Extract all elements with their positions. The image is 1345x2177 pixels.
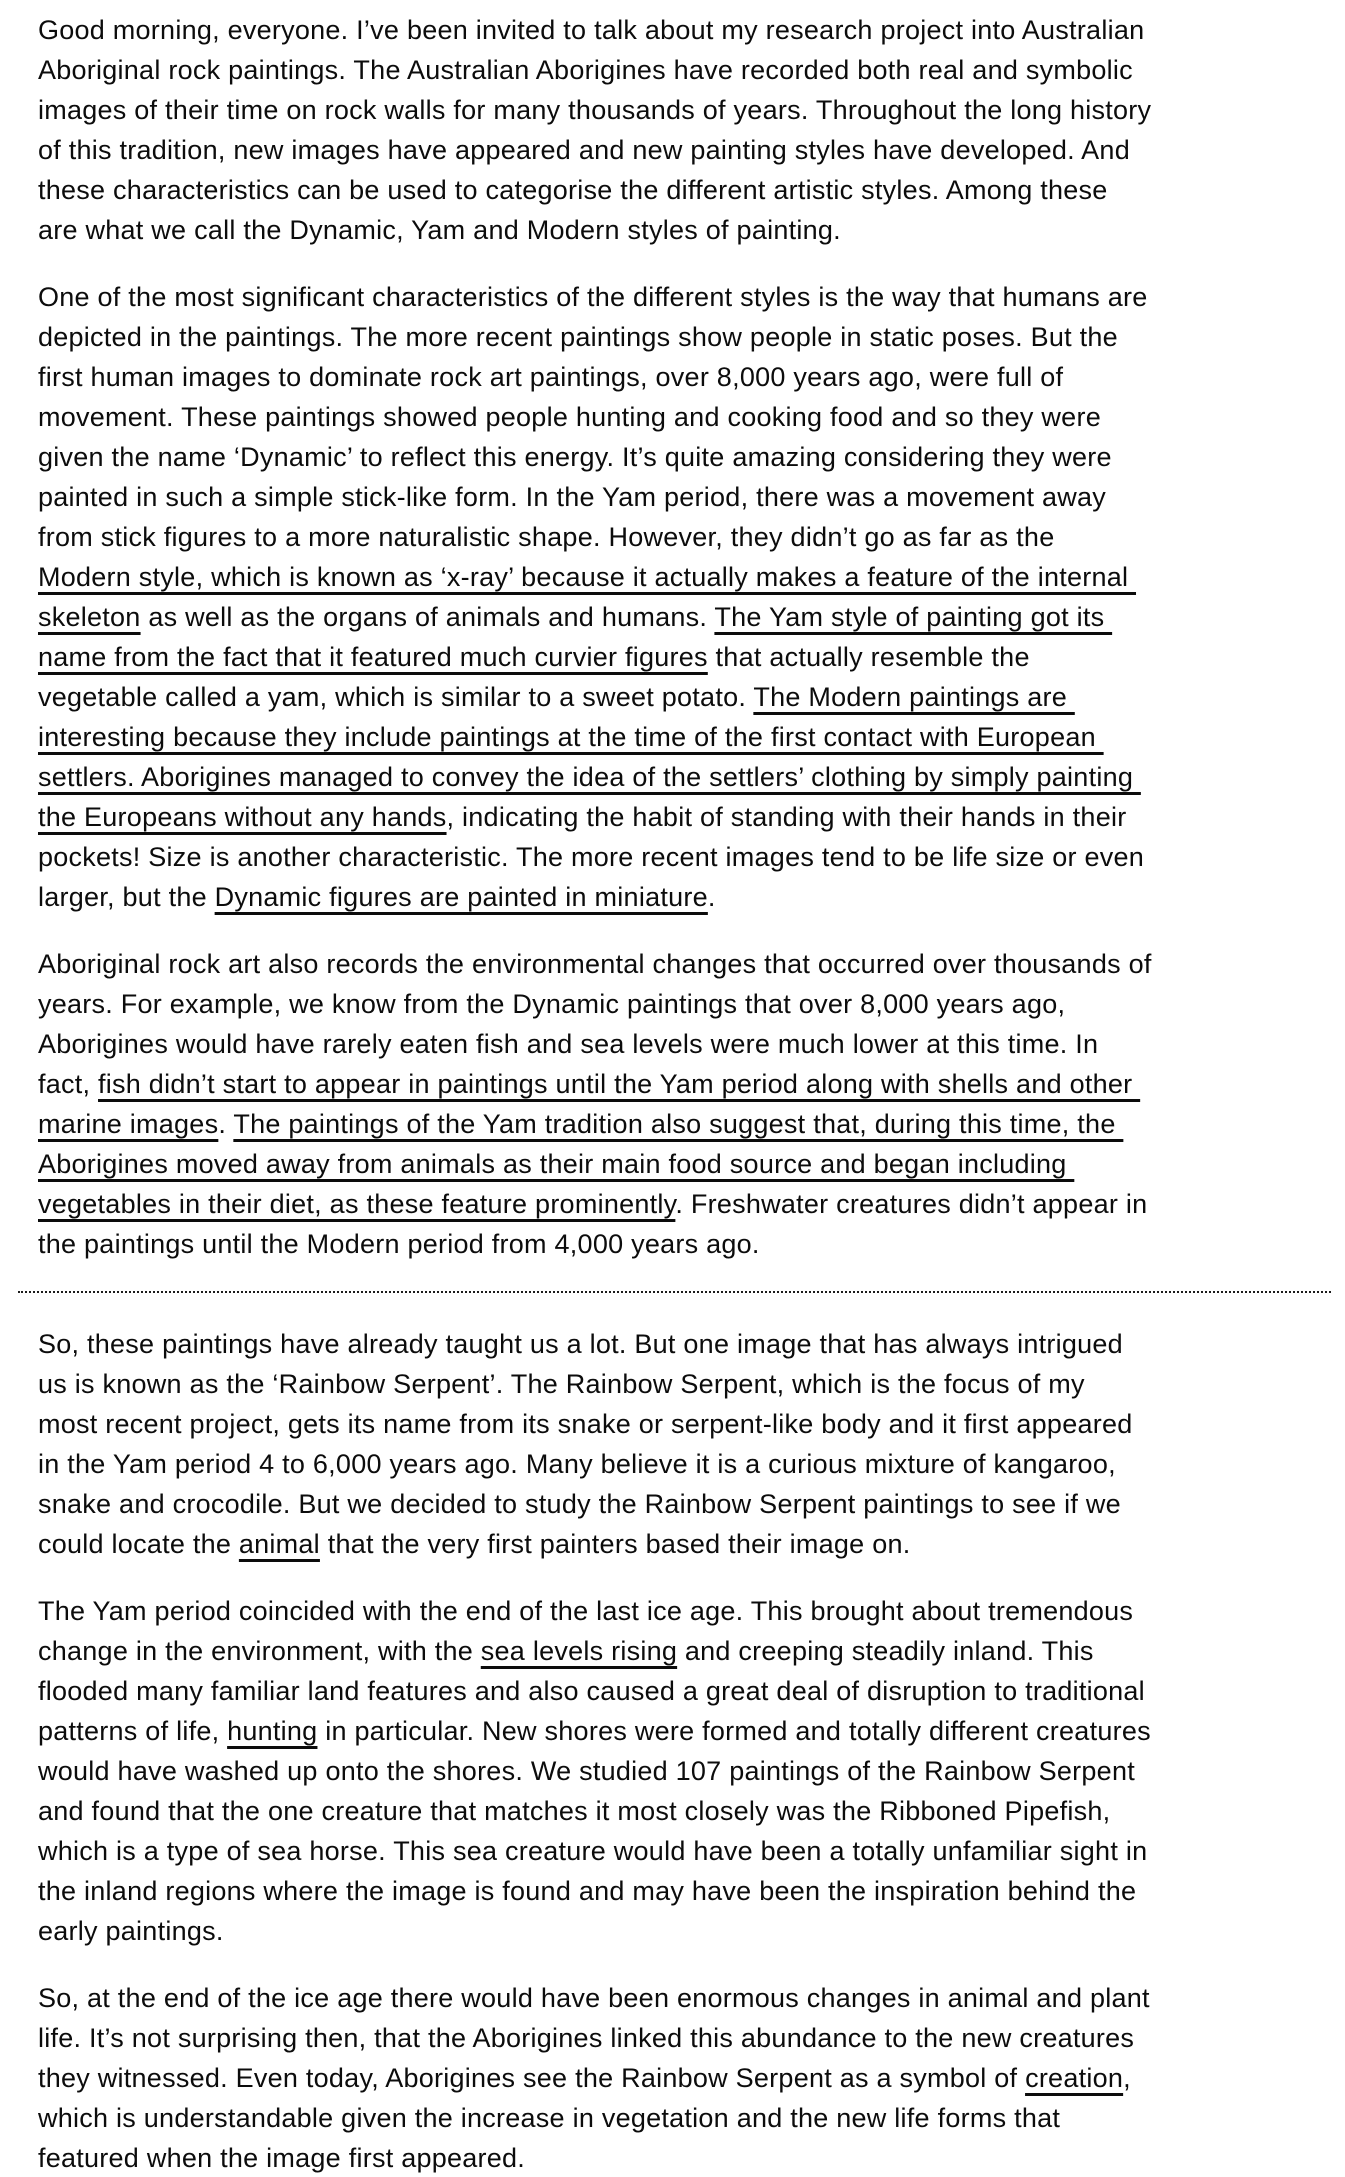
text-line [38, 1711, 1319, 1751]
text-segment: in the Yam period 4 to 6,000 years ago. Many believe it is a curious mixture of kangaroo, [38, 1449, 1116, 1479]
text-segment: from stick figures to a more naturalistic shape. However, they didn’t go as far as the [38, 522, 1055, 552]
text-line [38, 170, 1319, 210]
text-line [38, 2018, 1319, 2058]
text-segment: larger, but the [38, 882, 215, 912]
text-segment: Aborigines would have rarely eaten fish and sea levels were much lower at this time. In [38, 1029, 1099, 1059]
text-segment: early paintings. [38, 1916, 224, 1946]
text-segment: movement. These paintings showed people hunting and cooking food and so they were [38, 402, 1101, 432]
text-segment: One of the most significant characteristics of the different styles is the way that humans are [38, 282, 1148, 312]
paragraph [38, 277, 1319, 917]
text-segment: could locate the [38, 1529, 239, 1559]
underlined-text: name from the fact that it featured much curvier figures [38, 642, 708, 672]
underlined-text: animal [238, 1529, 320, 1559]
text-segment: vegetable called a yam, which is similar to a sweet potato. [38, 682, 754, 712]
text-line [38, 717, 1319, 757]
text-segment: first human images to dominate rock art paintings, over 8,000 years ago, were full of [38, 362, 1064, 392]
text-segment: , indicating the habit of standing with their hands in their [446, 802, 1127, 832]
text-segment: they witnessed. Even today, Aborigines see the Rainbow Serpent as a symbol of [38, 2063, 1026, 2093]
text-segment: change in the environment, with the [38, 1636, 481, 1666]
text-segment: So, at the end of the ice age there would have been enormous changes in animal and plant [38, 1983, 1150, 2013]
text-line [38, 50, 1319, 90]
text-segment: depicted in the paintings. The more recent paintings show people in static poses. But the [38, 322, 1118, 352]
text-line [38, 1751, 1319, 1791]
text-line [38, 597, 1319, 637]
text-segment: featured when the image first appeared. [38, 2143, 526, 2173]
paragraph [38, 1591, 1319, 1951]
text-line [38, 757, 1319, 797]
text-segment: patterns of life, [38, 1716, 228, 1746]
text-line [38, 397, 1319, 437]
text-line [38, 1444, 1319, 1484]
text-line [38, 277, 1319, 317]
text-line [38, 1671, 1319, 1711]
text-segment: us is known as the ‘Rainbow Serpent’. The Rainbow Serpent, which is the focus of my [38, 1369, 1085, 1399]
underlined-text: sea levels rising [480, 1636, 678, 1666]
underlined-text: creation [1025, 2063, 1124, 2093]
text-line [38, 797, 1319, 837]
text-line [38, 837, 1319, 877]
text-segment: are what we call the Dynamic, Yam and Modern styles of painting. [38, 215, 841, 245]
underlined-text: The Modern paintings are [753, 682, 1075, 712]
text-segment: Good morning, everyone. I’ve been invited to talk about my research project into Australian [38, 15, 1145, 45]
text-line [38, 1524, 1319, 1564]
paragraph [38, 944, 1319, 1264]
text-segment: , [1123, 2063, 1131, 2093]
text-line [38, 1224, 1319, 1264]
text-segment: and creeping steadily inland. This [677, 1636, 1094, 1666]
text-line [38, 317, 1319, 357]
underlined-text: The paintings of the Yam tradition also suggest that, during this time, the [233, 1109, 1124, 1139]
text-segment: which is understandable given the increase in vegetation and the new life forms that [38, 2103, 1061, 2133]
text-segment: given the name ‘Dynamic’ to reflect this energy. It’s quite amazing considering they were [38, 442, 1112, 472]
text-segment: images of their time on rock walls for many thousands of years. Throughout the long history [38, 95, 1152, 125]
text-line [38, 877, 1319, 917]
text-line [38, 1591, 1319, 1631]
text-segment: pockets! Size is another characteristic. The more recent images tend to be life size or even [38, 842, 1145, 872]
underlined-text: skeleton [38, 602, 141, 632]
text-line [38, 1064, 1319, 1104]
text-line [38, 984, 1319, 1024]
text-segment: fact, [38, 1069, 99, 1099]
text-segment: So, these paintings have already taught us a lot. But one image that has always intrigued [38, 1329, 1123, 1359]
text-segment: . Freshwater creatures didn’t appear in [675, 1189, 1148, 1219]
text-line [38, 944, 1319, 984]
text-segment: The Yam period coincided with the end of the last ice age. This brought about tremendous [38, 1596, 1134, 1626]
text-line [38, 1831, 1319, 1871]
text-segment: the paintings until the Modern period from 4,000 years ago. [38, 1229, 760, 1259]
text-segment: the inland regions where the image is found and may have been the inspiration behind the [38, 1876, 1137, 1906]
text-line [38, 10, 1319, 50]
text-line [38, 517, 1319, 557]
text-segment: . [218, 1109, 234, 1139]
paragraph [38, 1978, 1319, 2177]
text-line [38, 210, 1319, 250]
text-line [38, 1911, 1319, 1951]
text-line [38, 1324, 1319, 1364]
text-segment: flooded many familiar land features and also caused a great deal of disruption to traditional [38, 1676, 1145, 1706]
text-line [38, 1024, 1319, 1064]
text-segment: Aboriginal rock paintings. The Australian Aborigines have recorded both real and symbolic [38, 55, 1133, 85]
underlined-text: Modern style, which is known as ‘x-ray’ because it actually makes a feature of the internal [38, 562, 1137, 592]
underlined-text: marine images [38, 1109, 219, 1139]
text-segment: which is a type of sea horse. This sea creature would have been a totally unfamiliar sight in [38, 1836, 1148, 1866]
text-line [38, 1631, 1319, 1671]
text-segment: years. For example, we know from the Dynamic paintings that over 8,000 years ago, [38, 989, 1066, 1019]
text-line [38, 1184, 1319, 1224]
paragraph [38, 10, 1319, 250]
text-segment: Aboriginal rock art also records the environmental changes that occurred over thousands of [38, 949, 1152, 979]
text-line [38, 1104, 1319, 1144]
text-line [38, 130, 1319, 170]
text-line [38, 677, 1319, 717]
text-line [38, 477, 1319, 517]
section-divider [18, 1291, 1331, 1293]
text-segment: . [707, 882, 716, 912]
text-segment: as well as the organs of animals and humans. [140, 602, 715, 632]
text-line [38, 1364, 1319, 1404]
text-segment: that the very first painters based their image on. [319, 1529, 911, 1559]
text-segment: of this tradition, new images have appeared and new painting styles have developed. And [38, 135, 1130, 165]
underlined-text: Aborigines moved away from animals as their main food source and began including [38, 1149, 1075, 1179]
text-line [38, 2058, 1319, 2098]
text-line [38, 1144, 1319, 1184]
text-line [38, 1484, 1319, 1524]
text-line [38, 2098, 1319, 2138]
underlined-text: settlers. Aborigines managed to convey the idea of the settlers’ clothing by simply painting [38, 762, 1141, 792]
text-line [38, 2138, 1319, 2177]
text-line [38, 1404, 1319, 1444]
text-line [38, 1791, 1319, 1831]
underlined-text: Dynamic figures are painted in miniature [214, 882, 708, 912]
text-segment: and found that the one creature that matches it most closely was the Ribboned Pipefish, [38, 1796, 1111, 1826]
text-line [38, 1978, 1319, 2018]
underlined-text: the Europeans without any hands [38, 802, 447, 832]
underlined-text: The Yam style of painting got its [714, 602, 1113, 632]
text-segment: these characteristics can be used to categorise the different artistic styles. Among these [38, 175, 1108, 205]
underlined-text: interesting because they include paintings at the time of the first contact with European [38, 722, 1104, 752]
underlined-text: vegetables in their diet, as these feature prominently [38, 1189, 676, 1219]
text-segment: in particular. New shores were formed and totally different creatures [317, 1716, 1151, 1746]
text-segment: snake and crocodile. But we decided to study the Rainbow Serpent paintings to see if we [38, 1489, 1121, 1519]
text-segment: would have washed up onto the shores. We studied 107 paintings of the Rainbow Serpent [38, 1756, 1135, 1786]
text-segment: life. It’s not surprising then, that the Aborigines linked this abundance to the new creatures [38, 2023, 1135, 2053]
text-segment: that actually resemble the [707, 642, 1030, 672]
paragraph [38, 1324, 1319, 1564]
document-body [38, 10, 1319, 2177]
underlined-text: hunting [227, 1716, 318, 1746]
text-line [38, 1871, 1319, 1911]
text-line [38, 637, 1319, 677]
underlined-text: fish didn’t start to appear in paintings until the Yam period along with shells and other [98, 1069, 1141, 1099]
text-segment: painted in such a simple stick-like form. In the Yam period, there was a movement away [38, 482, 1106, 512]
text-line [38, 437, 1319, 477]
text-line [38, 90, 1319, 130]
text-line [38, 557, 1319, 597]
text-segment: most recent project, gets its name from its snake or serpent-like body and it first appeared [38, 1409, 1133, 1439]
text-line [38, 357, 1319, 397]
